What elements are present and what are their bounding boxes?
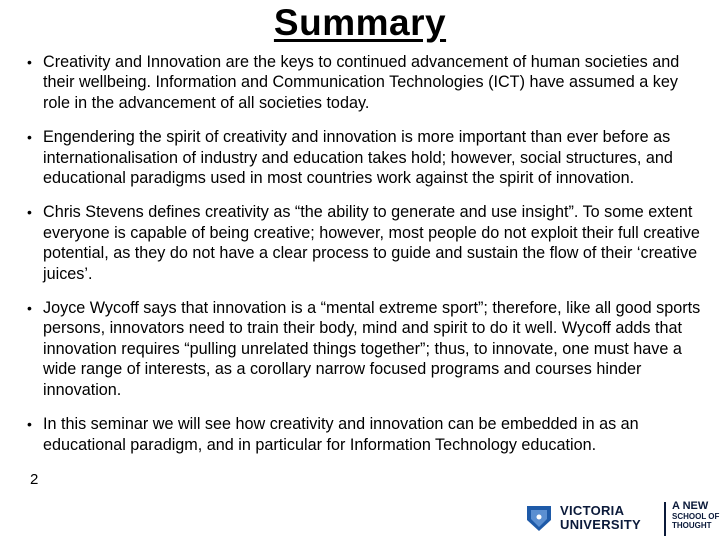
bullet-icon: •: [27, 204, 32, 221]
bullet-item: [0, 127, 720, 188]
tagline-line1: A NEW: [672, 500, 709, 512]
logo-line1: VICTORIA: [560, 503, 625, 518]
bullet-text: In this seminar we will see how creativity and innovation can be embedded in as an educational paradigm, and in particular for Information Technology education.: [43, 415, 639, 454]
bullet-list: [0, 52, 720, 469]
bullet-icon: •: [27, 54, 32, 70]
logo-wordmark: [560, 504, 641, 532]
bullet-text: Creativity and Innovation are the keys to continued advancement of human societies and their wellbeing. Information and Communication Technologies (ICT) have assumed a key role in the advancement of all societies today.: [43, 53, 680, 112]
bullet-icon: •: [27, 300, 32, 317]
page-number: 2: [30, 471, 39, 488]
shield-icon: [525, 504, 553, 532]
bullet-item: [0, 298, 720, 400]
bullet-icon: •: [27, 129, 32, 146]
bullet-item: [0, 202, 720, 284]
bullet-item: [0, 52, 720, 113]
bullet-item: [0, 414, 720, 455]
bullet-text: Joyce Wycoff says that innovation is a “mental extreme sport”; therefore, like all good sports persons, innovators need to train their body, mind and spirit to do it well. Wycoff adds that innovation requires “pulling unrelated things together”; thus, to innovate, one must have a wide range of interests, as a corollary narrow focused programs and courses hinder innovation.: [43, 299, 701, 399]
logo-line2: UNIVERSITY: [560, 517, 642, 532]
logo-tagline: [672, 500, 720, 530]
slide-title: Summary: [273, 2, 447, 43]
bullet-text: Chris Stevens defines creativity as “the ability to generate and use insight”. To some extent everyone is capable of being creative; however, most people do not exploit their full creative potential, as they do not have a clear process to guide and sustain the flow of their ‘creative juices’.: [43, 203, 700, 283]
bullet-text: Engendering the spirit of creativity and innovation is more important than ever before as internationalisation of industry and education takes hold; however, social structures, and educational paradigms used in most countries work against the spirit of innovation.: [43, 128, 673, 188]
tagline-line2: SCHOOL OF: [672, 512, 720, 521]
bullet-icon: •: [27, 416, 32, 433]
tagline-line3: THOUGHT: [672, 521, 712, 530]
logo-divider: [664, 502, 666, 536]
university-logo: [520, 492, 720, 540]
